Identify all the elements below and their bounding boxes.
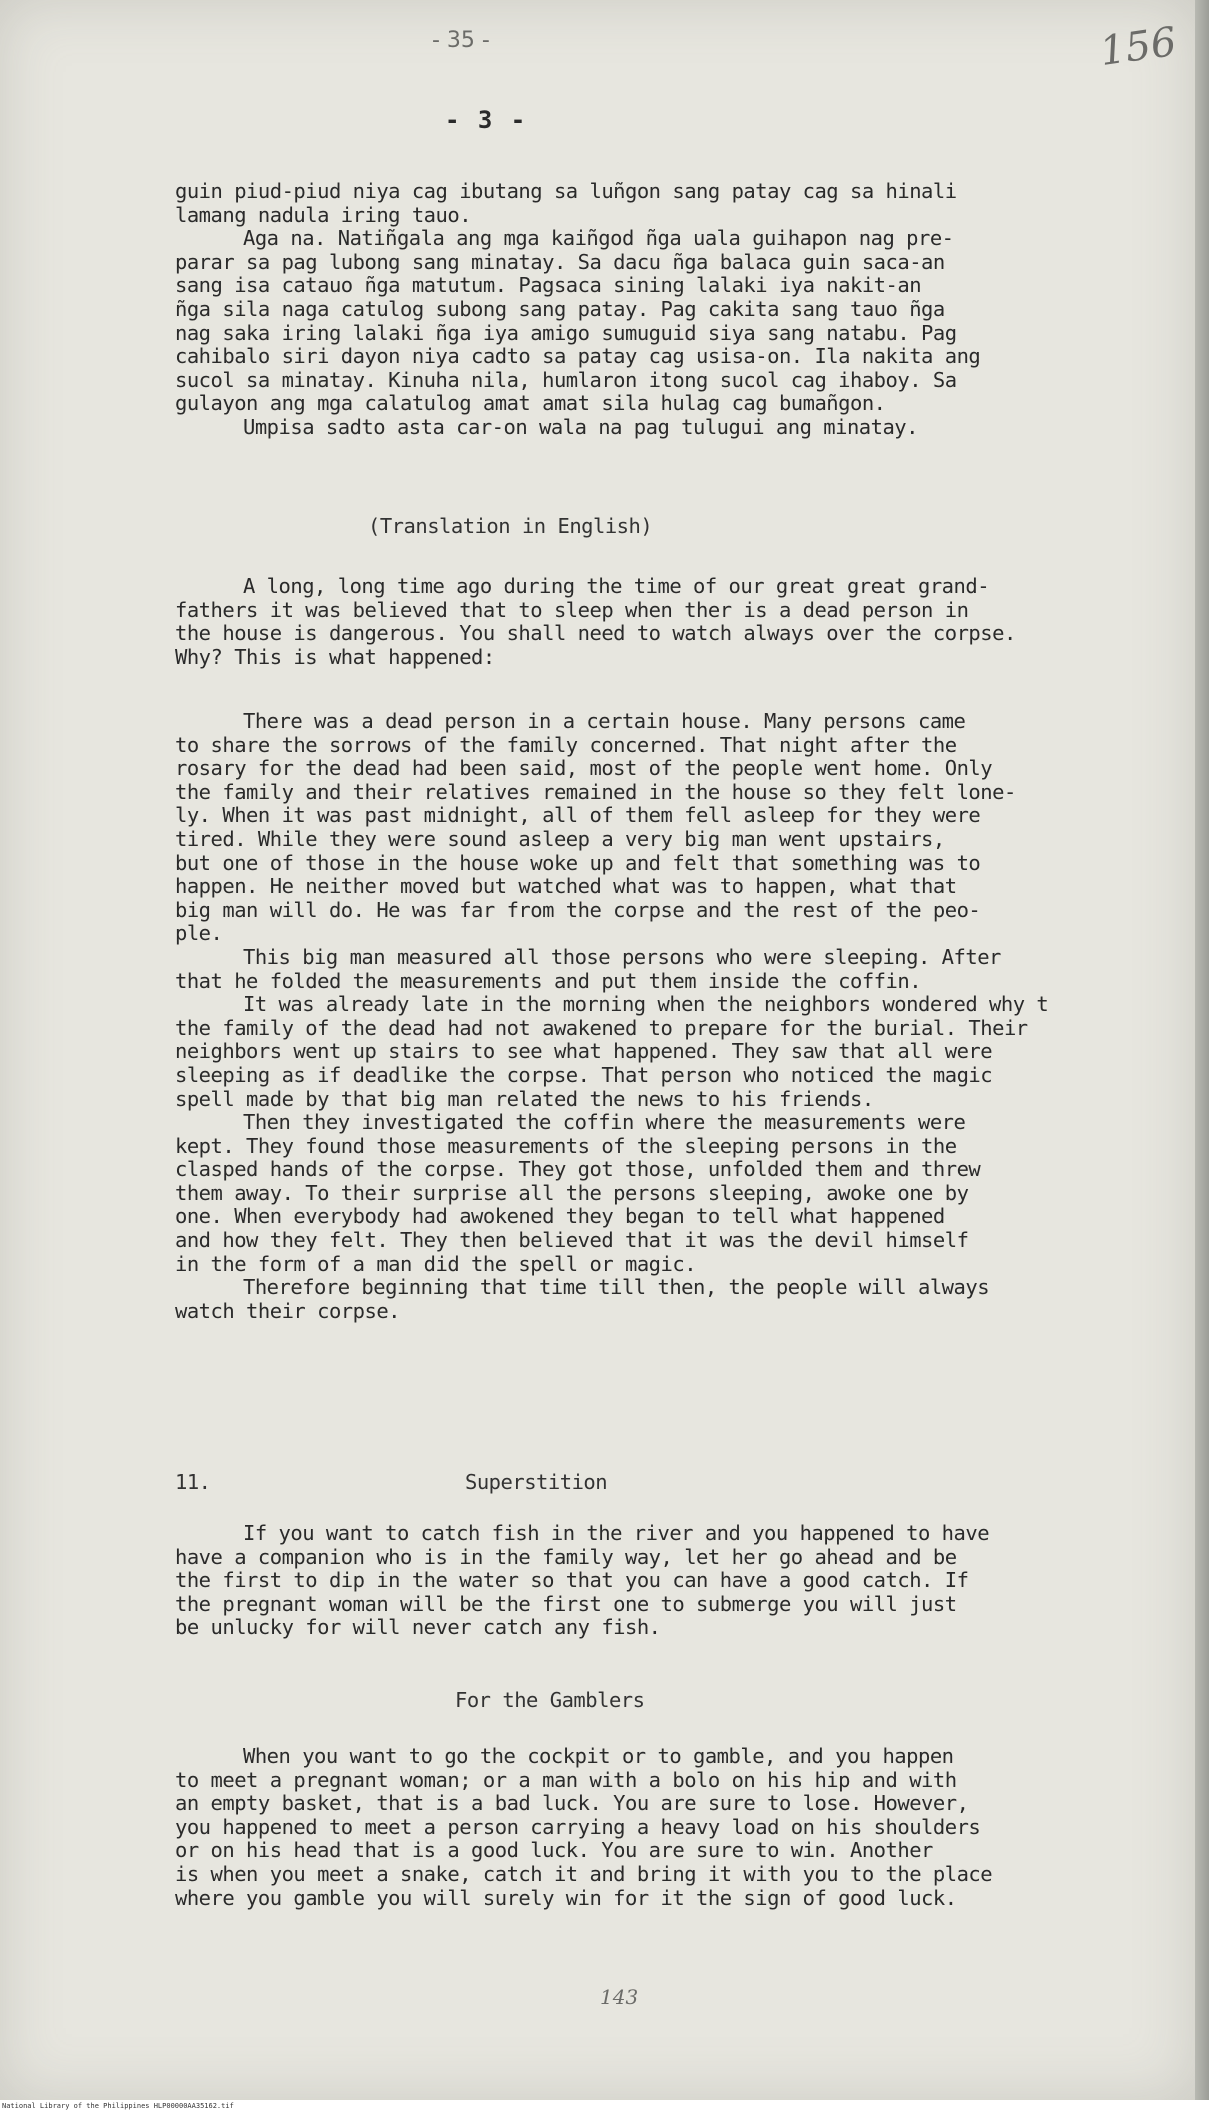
page-number: - 3 - <box>445 106 528 134</box>
text-line: If you want to catch fish in the river and you happened to have <box>243 1521 990 1545</box>
text-line: When you want to go the cockpit or to gamble, and you happen <box>243 1744 954 1768</box>
text-line: fathers it was believed that to sleep when ther is a dead person in <box>175 597 969 622</box>
text-line: lamang nadula iring tauo. <box>175 202 472 227</box>
text-line: Aga na. Natiñgala ang mga kaiñgod ñga uala guihapon nag pre- <box>243 226 954 251</box>
text-line: Umpisa sadto asta car-on wala na pag tulugui ang minatay. <box>243 414 918 439</box>
translation-intro <box>175 575 1185 669</box>
text-line: be unlucky for will never catch any fish. <box>175 1615 661 1640</box>
text-line: gulayon ang mga calatulog amat amat sila hulag cag bumañgon. <box>175 391 886 416</box>
text-line: the pregnant woman will be the first one to submerge you will just <box>175 1591 957 1616</box>
local-language-section <box>175 180 1185 440</box>
gamblers-text <box>175 1745 1185 1910</box>
superstition-title: Superstition <box>465 1470 608 1494</box>
gamblers-title: For the Gamblers <box>455 1688 645 1712</box>
translation-heading: (Translation in English) <box>368 514 653 538</box>
text-line: ple. <box>175 921 223 946</box>
text-line: to meet a pregnant woman; or a man with a bolo on his hip and with <box>175 1767 957 1792</box>
top-page-number: - 35 - <box>432 28 490 53</box>
text-line: one. When everybody had awokened they began to tell what happened <box>175 1204 945 1229</box>
text-line: have a companion who is in the family way, let her go ahead and be <box>175 1544 957 1569</box>
text-line: guin piud-piud niya cag ibutang sa luñgon sang patay cag sa hinali <box>175 179 957 203</box>
scan-footer: National Library of the Philippines HLP00000AA35162.tif <box>0 2100 1209 2112</box>
text-line: watch their corpse. <box>175 1298 400 1323</box>
text-line: is when you meet a snake, catch it and bring it with you to the place <box>175 1861 993 1886</box>
text-line: Then they investigated the coffin where the measurements were <box>243 1110 966 1135</box>
text-line: Why? This is what happened: <box>175 644 495 669</box>
text-line: the family and their relatives remained in the house so they felt lone- <box>175 779 1016 804</box>
text-line: happen. He neither moved but watched what was to happen, what that <box>175 874 957 899</box>
corner-handwritten-mark: 156 <box>1097 18 1180 76</box>
scan-edge <box>1195 0 1209 2112</box>
story-text <box>175 710 1185 1323</box>
text-line: Therefore beginning that time till then, the people will always <box>243 1275 990 1300</box>
text-line: that he folded the measurements and put them inside the coffin. <box>175 968 922 993</box>
text-line: or on his head that is a good luck. You are sure to win. Another <box>175 1838 933 1863</box>
text-line: sucol sa minatay. Kinuha nila, humlaron itong sucol cag ihaboy. Sa <box>175 367 957 392</box>
text-line: clasped hands of the corpse. They got those, unfolded them and threw <box>175 1157 981 1182</box>
text-line: to share the sorrows of the family concerned. That night after the <box>175 732 957 757</box>
text-line: and how they felt. They then believed that it was the devil himself <box>175 1228 969 1253</box>
text-line: tired. While they were sound asleep a very big man went upstairs, <box>175 826 945 851</box>
text-line: nag saka iring lalaki ñga iya amigo sumuguid siya sang natabu. Pag <box>175 320 957 345</box>
text-line: rosary for the dead had been said, most of the people went home. Only <box>175 756 993 781</box>
bottom-handwritten-mark: 143 <box>600 1985 639 2009</box>
text-line: an empty basket, that is a bad luck. You are sure to lose. However, <box>175 1791 969 1816</box>
text-line: in the form of a man did the spell or magic. <box>175 1251 697 1276</box>
text-line: sleeping as if deadlike the corpse. That person who noticed the magic <box>175 1062 993 1087</box>
text-line: you happened to meet a person carrying a heavy load on his shoulders <box>175 1814 981 1839</box>
superstition-number: 11. <box>175 1470 211 1494</box>
text-line: the family of the dead had not awakened to prepare for the burial. Their <box>175 1015 1028 1040</box>
text-line: neighbors went up stairs to see what happened. They saw that all were <box>175 1039 993 1064</box>
text-line: This big man measured all those persons who were sleeping. After <box>243 944 1001 969</box>
text-line: the house is dangerous. You shall need to watch always over the corpse. <box>175 621 1016 646</box>
text-line: kept. They found those measurements of the sleeping persons in the <box>175 1133 957 1158</box>
text-line: them away. To their surprise all the persons sleeping, awoke one by <box>175 1180 969 1205</box>
text-line: sang isa catauo ñga matutum. Pagsaca sining lalaki iya nakit-an <box>175 273 922 298</box>
text-line: parar sa pag lubong sang minatay. Sa dacu ñga balaca guin saca-an <box>175 249 945 274</box>
text-line: where you gamble you will surely win for it the sign of good luck. <box>175 1885 957 1910</box>
text-line: the first to dip in the water so that you can have a good catch. If <box>175 1568 969 1593</box>
text-line: spell made by that big man related the news to his friends. <box>175 1086 874 1111</box>
text-line: ñga sila naga catulog subong sang patay. Pag cakita sang tauo ñga <box>175 296 945 321</box>
text-line: There was a dead person in a certain house. Many persons came <box>243 709 966 733</box>
text-line: A long, long time ago during the time of our great great grand- <box>243 574 990 598</box>
text-line: but one of those in the house woke up and felt that something was to <box>175 850 981 875</box>
text-line: big man will do. He was far from the corpse and the rest of the peo- <box>175 897 981 922</box>
text-line: It was already late in the morning when the neighbors wondered why t <box>243 992 1049 1017</box>
text-line: cahibalo siri dayon niya cadto sa patay cag usisa-on. Ila nakita ang <box>175 344 981 369</box>
text-line: ly. When it was past midnight, all of them fell asleep for they were <box>175 803 981 828</box>
superstition-text <box>175 1522 1185 1640</box>
